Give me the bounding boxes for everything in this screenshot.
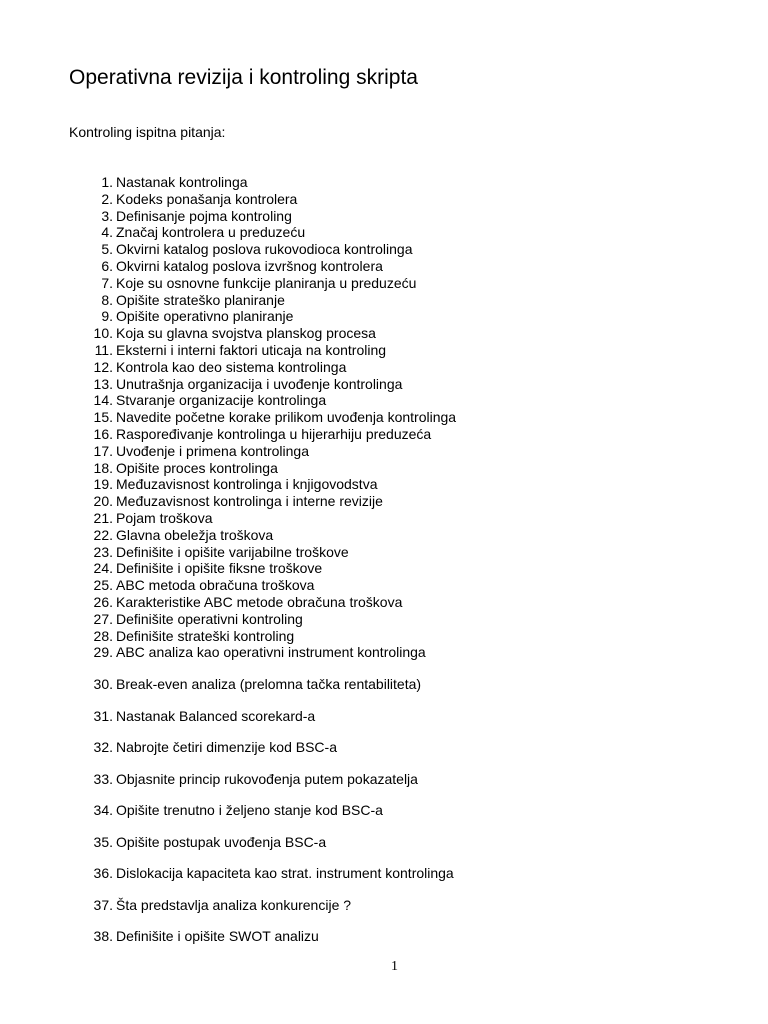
question-text: Okvirni katalog poslova izvršnog kontrolera: [116, 258, 383, 274]
question-item: [0, 460, 768, 477]
question-number: 22.: [93, 526, 113, 543]
question-item: [0, 476, 768, 493]
question-item: [0, 409, 768, 426]
question-number: 17.: [93, 442, 113, 459]
question-item: [0, 771, 768, 788]
question-item: [0, 258, 768, 275]
question-number: 27.: [93, 610, 113, 627]
question-item: [0, 208, 768, 225]
question-number: 15.: [93, 409, 113, 426]
question-text: Break-even analiza (prelomna tačka rentabiliteta): [116, 676, 422, 692]
question-text: Opišite operativno planiranje: [116, 308, 294, 325]
question-item: [0, 325, 768, 342]
question-text: Stvaranje organizacije kontrolinga: [116, 392, 327, 409]
question-item: [0, 594, 768, 611]
question-item: [0, 708, 768, 725]
question-text: Definišite i opišite varijabilne troškove: [116, 543, 349, 560]
question-item: [0, 443, 768, 460]
question-number: 13.: [93, 375, 113, 392]
question-text: Uvođenje i primena kontrolinga: [116, 442, 309, 459]
question-item: [0, 392, 768, 409]
question-text: Raspoređivanje kontrolinga u hijerarhiju preduzeća: [116, 426, 432, 442]
question-text: Koje su osnovne funkcije planiranja u preduzeću: [116, 274, 417, 291]
question-number: 26.: [93, 594, 113, 610]
question-number: 25.: [93, 577, 113, 594]
question-text: Eksterni i interni faktori uticaja na kontroling: [116, 342, 387, 358]
question-text: Dislokacija kapaciteta kao strat. instrument kontrolinga: [116, 865, 454, 881]
question-text: Šta predstavlja analiza konkurencije ?: [116, 896, 352, 913]
question-number: 11.: [94, 342, 113, 358]
question-number: 28.: [93, 627, 113, 644]
question-item: [0, 241, 768, 258]
question-text: Karakteristike ABC metode obračuna troškova: [116, 594, 403, 610]
question-item: [0, 611, 768, 628]
question-number: 34.: [93, 802, 113, 818]
question-number: 35.: [93, 833, 113, 850]
question-text: Opišite proces kontrolinga: [116, 459, 278, 476]
question-text: Glavna obeležja troškova: [116, 526, 274, 543]
question-number: 3.: [101, 207, 113, 224]
question-number: 7.: [101, 274, 113, 291]
question-item: [0, 628, 768, 645]
question-number: 2.: [101, 190, 113, 207]
question-item: [0, 292, 768, 309]
question-number: 30.: [93, 676, 113, 692]
question-text: Opišite postupak uvođenja BSC-a: [116, 833, 327, 850]
question-text: ABC analiza kao operativni instrument kontrolinga: [116, 644, 426, 661]
question-text: Unutrašnja organizacija i uvođenje kontrolinga: [116, 375, 403, 392]
question-item: [0, 544, 768, 561]
question-number: 36.: [93, 865, 113, 881]
question-number: 6.: [101, 258, 113, 274]
question-item: [0, 560, 768, 577]
question-text: Kontrola kao deo sistema kontrolinga: [116, 358, 347, 375]
question-item: [0, 577, 768, 594]
question-item: [0, 676, 768, 693]
question-number: 9.: [101, 308, 113, 325]
question-number: 10.: [93, 325, 113, 342]
question-item: [0, 527, 768, 544]
question-item: [0, 897, 768, 914]
question-number: 8.: [101, 291, 113, 308]
question-text: Definisanje pojma kontroling: [116, 207, 292, 224]
question-item: [0, 376, 768, 393]
question-text: Međuzavisnost kontrolinga i knjigovodstva: [116, 476, 378, 493]
question-item: [0, 739, 768, 756]
question-item: [0, 191, 768, 208]
question-number: 19.: [93, 476, 113, 493]
question-item: [0, 644, 768, 661]
question-item: [0, 308, 768, 325]
question-text: Međuzavisnost kontrolinga i interne revizije: [116, 493, 383, 510]
question-number: 32.: [93, 739, 113, 755]
document-title: Operativna revizija i kontroling skripta: [69, 66, 418, 89]
question-text: Kodeks ponašanja kontrolera: [116, 190, 298, 207]
question-item: [0, 510, 768, 527]
question-text: Okvirni katalog poslova rukovodioca kontrolinga: [116, 241, 413, 258]
question-text: Koja su glavna svojstva planskog procesa: [116, 325, 376, 342]
question-number: 18.: [93, 459, 113, 476]
question-number: 23.: [93, 543, 113, 560]
question-item: [0, 493, 768, 510]
question-item: [0, 174, 768, 191]
question-item: [0, 865, 768, 882]
question-text: Značaj kontrolera u preduzeću: [116, 224, 306, 241]
question-text: Objasnite princip rukovođenja putem pokazatelja: [116, 770, 418, 787]
question-number: 29.: [93, 644, 113, 661]
question-number: 4.: [101, 224, 113, 241]
question-number: 37.: [93, 896, 113, 913]
question-text: Opišite strateško planiranje: [116, 291, 285, 308]
question-item: [0, 834, 768, 851]
question-text: Nastanak Balanced scorekard-a: [116, 707, 316, 724]
question-text: Definišite i opišite fiksne troškove: [116, 560, 323, 577]
question-number: 12.: [93, 358, 113, 375]
question-item: [0, 426, 768, 443]
question-text: Navedite početne korake prilikom uvođenja kontrolinga: [116, 409, 457, 426]
question-number: 1.: [101, 174, 113, 190]
question-text: Nastanak kontrolinga: [116, 174, 248, 190]
question-item: [0, 359, 768, 376]
question-text: Definišite operativni kontroling: [116, 610, 303, 627]
question-text: Definišite i opišite SWOT analizu: [116, 928, 319, 944]
question-number: 14.: [93, 392, 113, 409]
question-number: 5.: [101, 241, 113, 258]
question-number: 31.: [93, 707, 113, 724]
question-item: [0, 342, 768, 359]
question-item: [0, 802, 768, 819]
question-number: 38.: [93, 928, 113, 944]
question-text: Definišite strateški kontroling: [116, 627, 295, 644]
question-number: 21.: [93, 510, 113, 526]
question-number: 33.: [93, 770, 113, 787]
question-text: Opišite trenutno i željeno stanje kod BSC-a: [116, 802, 383, 818]
question-item: [0, 928, 768, 945]
question-text: ABC metoda obračuna troškova: [116, 577, 315, 594]
question-item: [0, 275, 768, 292]
question-number: 20.: [93, 493, 113, 510]
question-item: [0, 224, 768, 241]
document-subtitle: Kontroling ispitna pitanja:: [69, 124, 226, 140]
question-number: 16.: [93, 426, 113, 442]
question-text: Nabrojte četiri dimenzije kod BSC-a: [116, 739, 337, 755]
question-number: 24.: [93, 560, 113, 577]
question-text: Pojam troškova: [116, 510, 213, 526]
page-number: 1: [391, 959, 398, 974]
